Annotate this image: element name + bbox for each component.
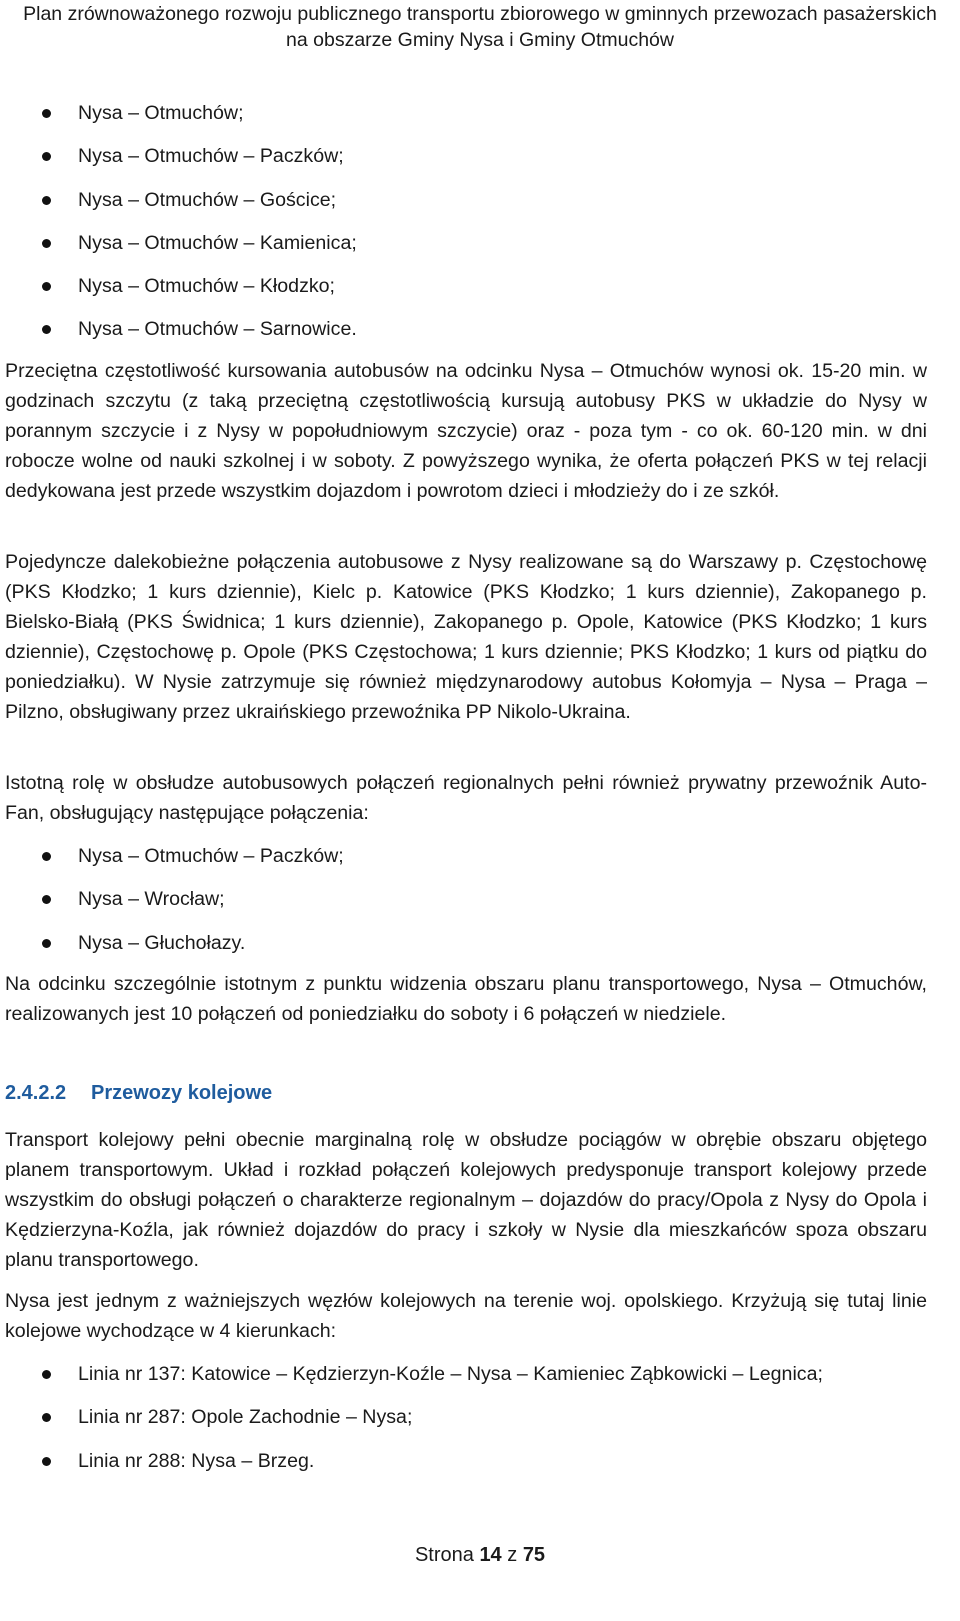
bullet-icon <box>42 1370 51 1379</box>
header-line-1: Plan zrównoważonego rozwoju publicznego transportu zbiorowego w gminnych przewozach pasażerskich <box>23 3 937 25</box>
paragraph-rail-node: Nysa jest jednym z ważniejszych węzłów kolejowych na terenie woj. opolskiego. Krzyżują się tutaj linie kolejowe wychodzące w 4 kierunkach: <box>5 1290 927 1342</box>
bullet-icon <box>42 1413 51 1422</box>
paragraph-long-distance: Pojedyncze dalekobieżne połączenia autobusowe z Nysy realizowane są do Warszawy p. Częstochowę (PKS Kłodzko; 1 kurs dziennie), Kielc p. Katowice (PKS Kłodzko; 1 kurs dziennie), Zakopanego p. Bielsko-Białą (PKS Świdnica; 1 kurs dziennie), Zakopanego p. Opole, Katowice (PKS Kłodzko; 1 kurs dziennie), Częstochowę p. Opole (PKS Częstochowa; 1 kurs dziennie; PKS Kłodzko; 1 kurs od piątku do poniedziałku). W Nysie zatrzymuje się również międzynarodowy autobus Kołomyja – Nysa – Praga – Pilzno, obsługiwany przez ukraińskiego przewoźnika PP Nikolo-Ukraina. <box>5 551 927 723</box>
route-list-auto-fan <box>0 841 940 971</box>
list-item: Nysa – Otmuchów – Paczków; <box>0 141 940 184</box>
section-title: Przewozy kolejowe <box>91 1082 273 1104</box>
list-item: Nysa – Głuchołazy. <box>0 928 940 971</box>
list-item: Linia nr 288: Nysa – Brzeg. <box>0 1446 940 1489</box>
bullet-icon <box>42 325 51 334</box>
bullet-icon <box>42 239 51 248</box>
bullet-icon <box>42 895 51 904</box>
paragraph-rail-transport: Transport kolejowy pełni obecnie marginalną rolę w obsłudze pociągów w obrębie obszaru objętego planem transportowym. Układ i rozkład połączeń kolejowych predysponuje transport kolejowy przede wszystkim do obsługi połączeń o charakterze regionalnym – dojazdów do pracy/Opola z Nysy do Opola i Kędzierzyna-Koźla, jak również dojazdów do pracy i szkoły w Nysie dla mieszkańców spoza obszaru planu transportowego. <box>5 1129 927 1271</box>
bullet-icon <box>42 939 51 948</box>
bullet-icon <box>42 196 51 205</box>
list-item: Linia nr 137: Katowice – Kędzierzyn-Koźle – Nysa – Kamieniec Ząbkowicki – Legnica; <box>0 1359 940 1402</box>
list-item: Nysa – Otmuchów – Kłodzko; <box>0 271 940 314</box>
paragraph-auto-fan: Istotną rolę w obsłudze autobusowych połączeń regionalnych pełni również prywatny przewoźnik Auto-Fan, obsługujący następujące połączenia: <box>5 772 927 824</box>
footer-prefix: Strona <box>414 1544 474 1566</box>
bullet-icon <box>42 1457 51 1466</box>
bullet-icon <box>42 852 51 861</box>
page-header <box>0 0 960 53</box>
list-item: Nysa – Otmuchów; <box>0 98 940 141</box>
paragraph-frequency: Przeciętna częstotliwość kursowania autobusów na odcinku Nysa – Otmuchów wynosi ok. 15-20 min. w godzinach szczytu (z taką przeciętną częstotliwością kursują autobusy PKS w układzie do Nysy w porannym szczycie i z Nysy w popołudniowym szczycie) oraz - poza tym - co ok. 60-120 min. w dni robocze wolne od nauki szkolnej i w soboty. Z powyższego wynika, że oferta połączeń PKS w tej relacji dedykowana jest przede wszystkim dojazdom i powrotom dzieci i młodzieży do i ze szkół. <box>5 360 927 502</box>
bullet-icon <box>42 152 51 161</box>
header-line-2: na obszarze Gminy Nysa i Gminy Otmuchów <box>286 29 674 51</box>
section-number: 2.4.2.2 <box>5 1082 67 1104</box>
list-item: Nysa – Otmuchów – Sarnowice. <box>0 314 940 357</box>
list-item: Nysa – Otmuchów – Kamienica; <box>0 228 940 271</box>
bullet-icon <box>42 282 51 291</box>
route-list-pks <box>0 98 940 358</box>
rail-lines-list <box>0 1359 940 1489</box>
list-item: Nysa – Otmuchów – Gościce; <box>0 185 940 228</box>
page-footer <box>0 1540 960 1570</box>
total-pages: 75 <box>522 1544 546 1566</box>
bullet-icon <box>42 109 51 118</box>
paragraph-connections-count: Na odcinku szczególnie istotnym z punktu widzenia obszaru planu transportowego, Nysa – Otmuchów, realizowanych jest 10 połączeń od poniedziałku do soboty i 6 połączeń w niedziele. <box>5 973 927 1025</box>
section-heading <box>5 1078 272 1108</box>
current-page-number: 14 <box>479 1544 502 1566</box>
list-item: Linia nr 287: Opole Zachodnie – Nysa; <box>0 1402 940 1445</box>
footer-of: z <box>507 1544 518 1566</box>
list-item: Nysa – Otmuchów – Paczków; <box>0 841 940 884</box>
list-item: Nysa – Wrocław; <box>0 884 940 927</box>
